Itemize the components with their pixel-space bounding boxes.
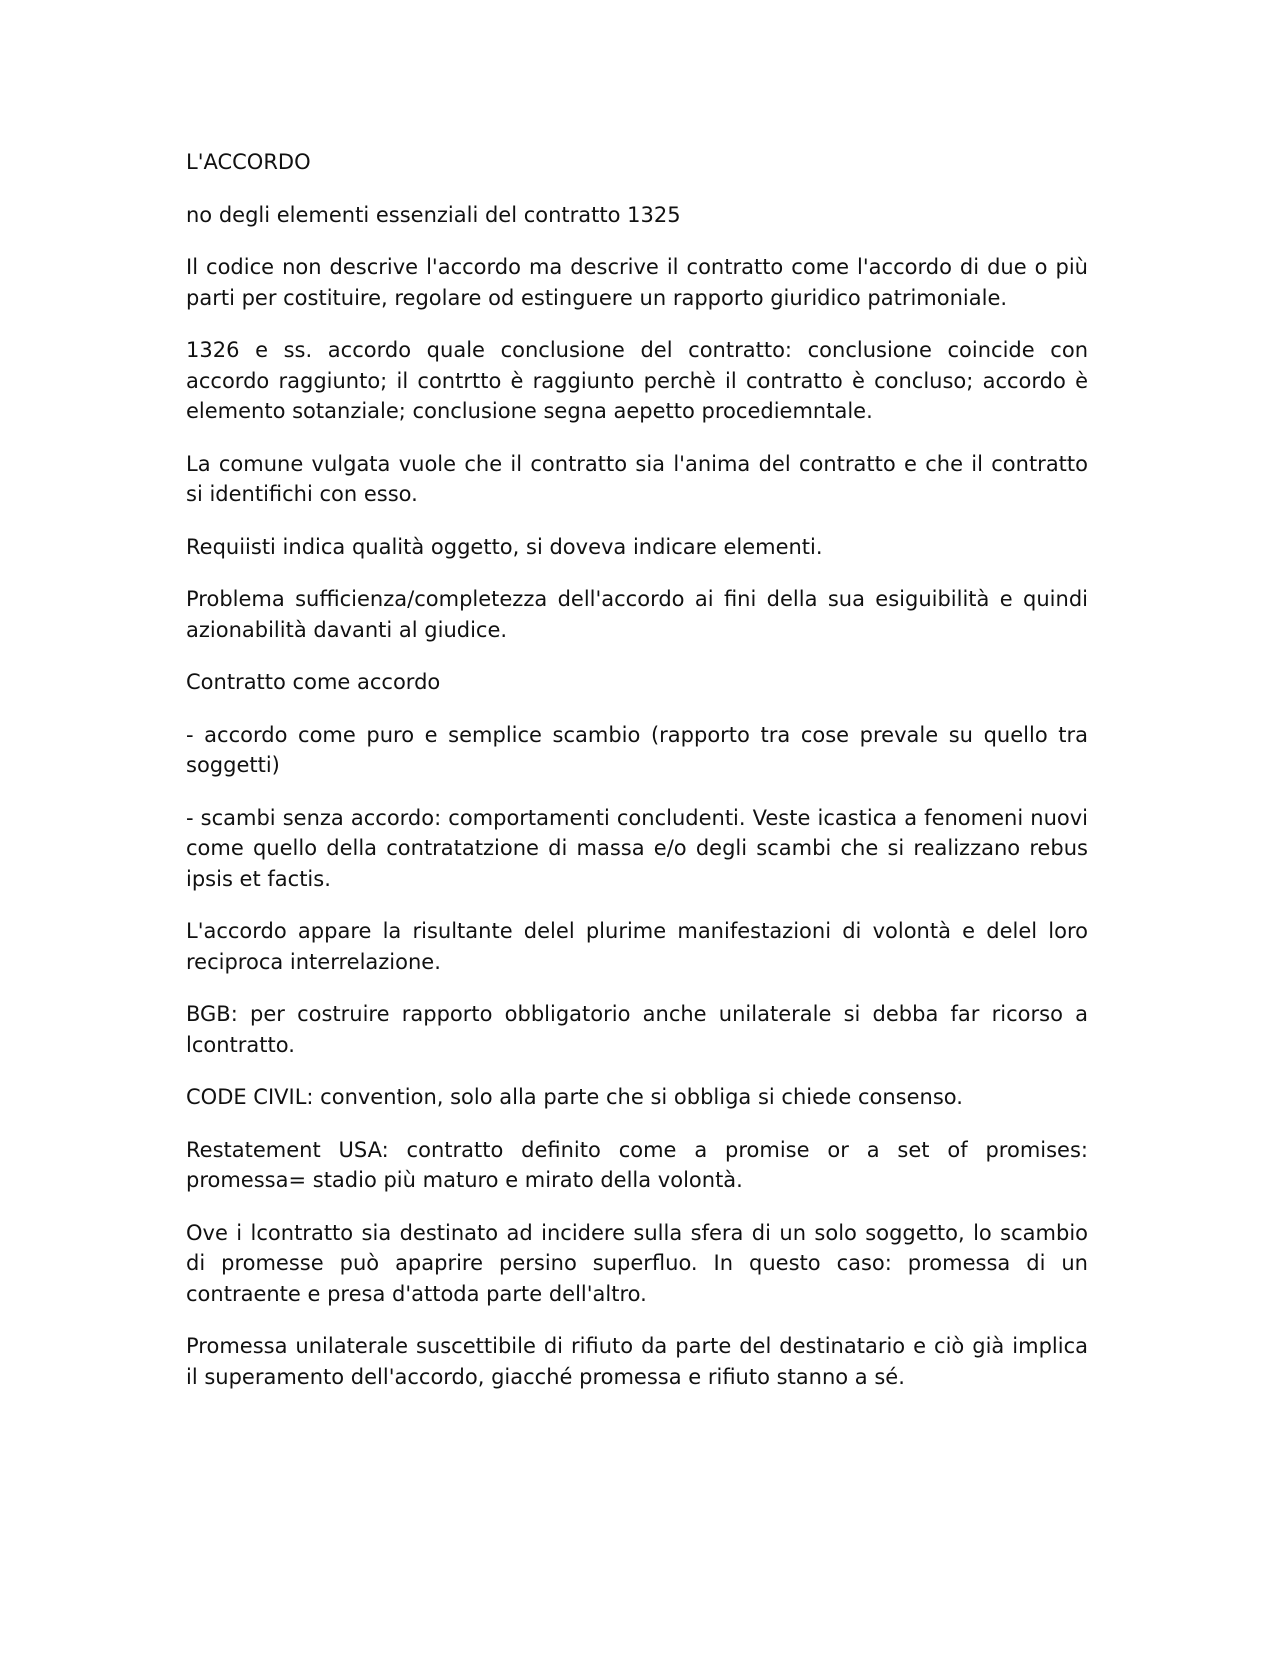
paragraph: Il codice non descrive l'accordo ma descrive il contratto come l'accordo di due o più parti per costituire, regolare od estinguere un rapporto giuridico patrimoniale. <box>186 255 1088 310</box>
paragraph: L'accordo appare la risultante delel plurime manifestazioni di volontà e delel loro reciproca interrelazione. <box>186 919 1088 974</box>
paragraph: CODE CIVIL: convention, solo alla parte che si obbliga si chiede consenso. <box>186 1085 963 1109</box>
paragraph: Requiisti indica qualità oggetto, si doveva indicare elementi. <box>186 534 823 559</box>
paragraph: Restatement USA: contratto definito come a promise or a set of promises: promessa= stadio più maturo e mirato della volontà. <box>186 1137 1088 1192</box>
paragraph: La comune vulgata vuole che il contratto sia l'anima del contratto e che il contratto si identifichi con esso. <box>186 451 1088 506</box>
section-heading: Contratto come accordo <box>186 670 441 694</box>
paragraph: Ove i lcontratto sia destinato ad incidere sulla sfera di un solo soggetto, lo scambio di promesse può apaprire persino superfluo. In questo caso: promessa di un contraente e presa d'attoda parte dell'altro. <box>186 1220 1088 1306</box>
paragraph: Promessa unilaterale suscettibile di rifiuto da parte del destinatario e ciò già implica il superamento dell'accordo, giacché promessa e rifiuto stanno a sé. <box>186 1334 1088 1389</box>
paragraph: no degli elementi essenziali del contratto 1325 <box>186 202 681 227</box>
list-item: - accordo come puro e semplice scambio (rapporto tra cose prevale su quello tra soggetti) <box>186 722 1088 777</box>
document-body <box>186 147 1088 1392</box>
document-title: L'ACCORDO <box>186 150 311 174</box>
paragraph: 1326 e ss. accordo quale conclusione del contratto: conclusione coincide con accordo raggiunto; il contrtto è raggiunto perchè il contratto è concluso; accordo è elemento sotanziale; conclusione segna aepetto procediemntale. <box>186 338 1088 423</box>
paragraph: BGB: per costruire rapporto obbligatorio anche unilaterale si debba far ricorso a lcontratto. <box>186 1002 1088 1057</box>
list-item: - scambi senza accordo: comportamenti concludenti. Veste icastica a fenomeni nuovi come quello della contratatzione di massa e/o degli scambi che si realizzano rebus ipsis et factis. <box>186 805 1088 891</box>
paragraph: Problema sufficienza/completezza dell'accordo ai fini della sua esiguibilità e quindi azionabilità davanti al giudice. <box>186 587 1088 642</box>
